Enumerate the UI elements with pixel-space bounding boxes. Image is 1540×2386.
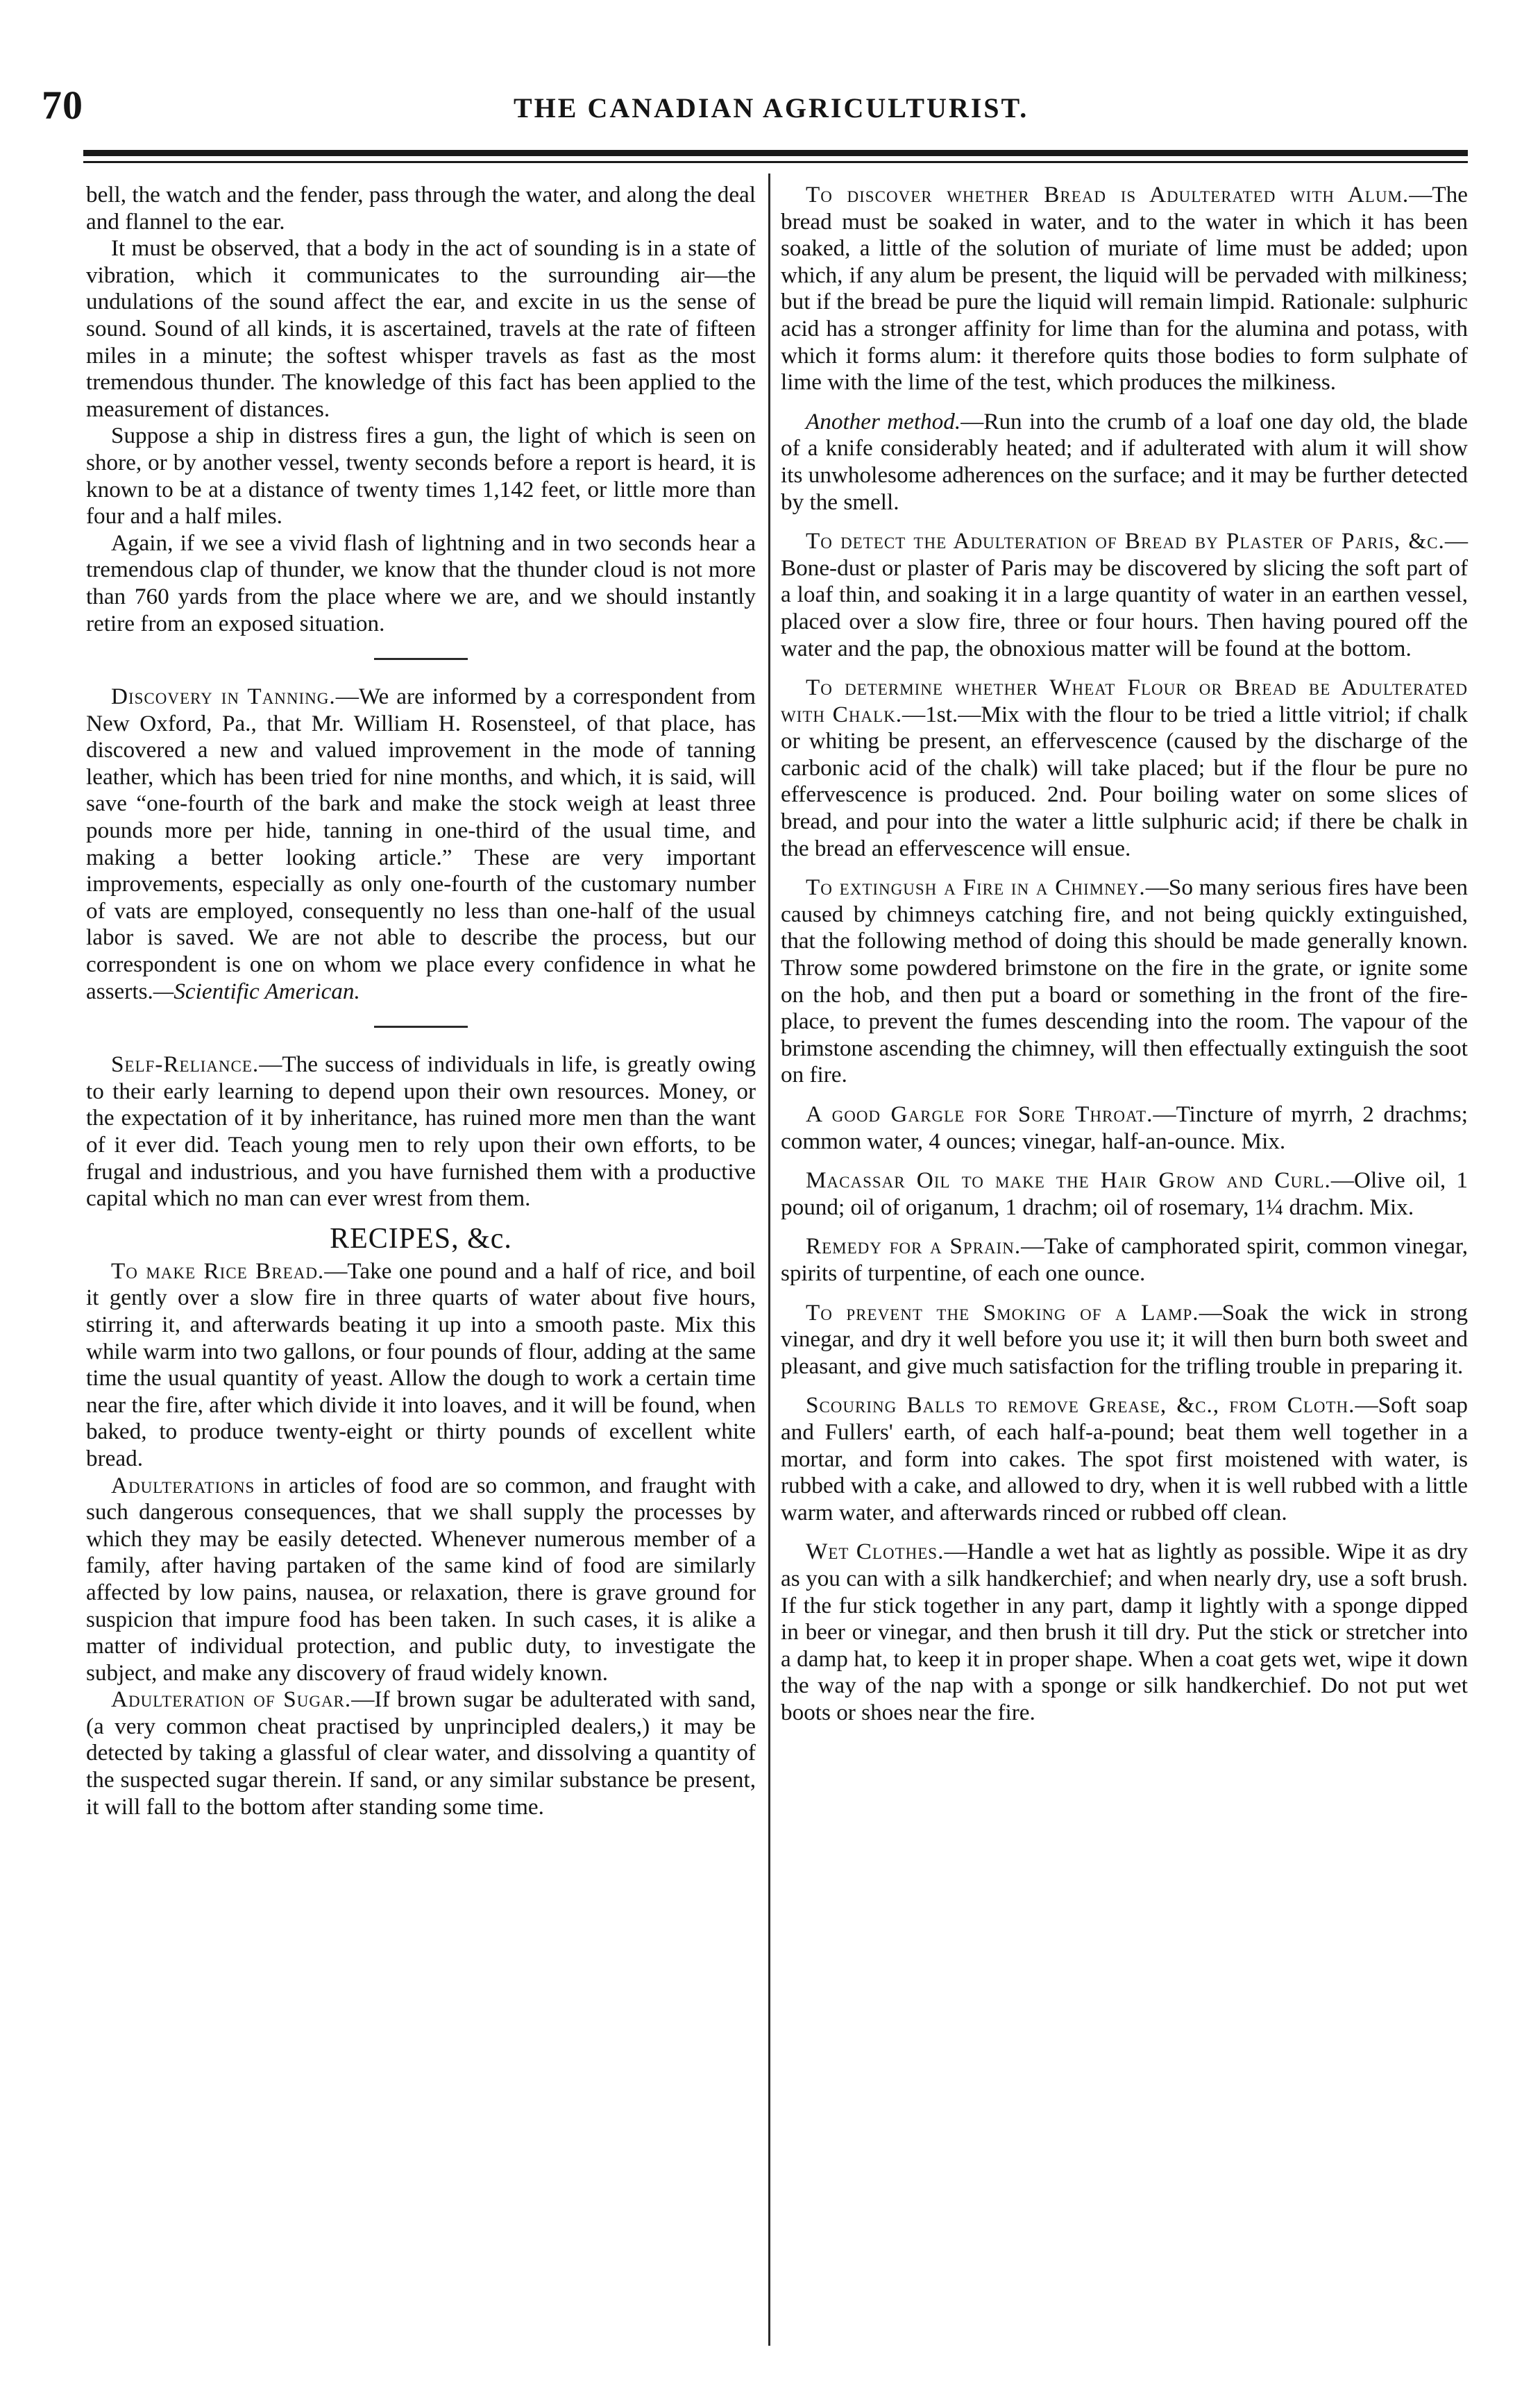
wet-clothes-heading: Wet Clothes.: [806, 1539, 945, 1565]
right-column: [781, 182, 1468, 1726]
header-rule-thin: [83, 161, 1468, 163]
tanning-source: —Scientific American.: [153, 978, 360, 1004]
sprain-body: —Take of camphorated spirit, common vinegar, spirits of turpentine, of each one ounce.: [781, 1233, 1468, 1286]
gargle-article: [781, 1101, 1468, 1155]
chimney-article: [781, 874, 1468, 1089]
tanning-heading: Discovery in Tanning.: [111, 684, 336, 710]
recipes-section-title: RECIPES, &c.: [330, 1222, 512, 1255]
self-reliance-body: —The success of individuals in life, is greatly owing to their early learning to depend upon their own resources. Money, or the expectation of it by inheritance, has ruined more men than the want of it ever did. Teach young men to rely upon their own efforts, to be frugal and industrious, and you have furnished them with a productive capital which no man can ever wrest from them.: [86, 1051, 756, 1212]
chimney-body: —So many serious fires have been caused by chimneys catching fire, and not being quickly extinguished, that the following method of doing this should be made generally known. Throw some powdered brimstone on the fire in the grate, or ignite some on the hob, and then put a board or something in the front of the fire-place, to prevent the fumes descending into the room. The vapour of the brimstone ascending the chimney, will then effectually extinguish the soot on fire.: [781, 874, 1468, 1088]
sound-vibration-paragraph: It must be observed, that a body in the act of sounding is in a state of vibration, which it communicates to the surrounding air—the undulations of the sound affect the ear, and excite in us the sense of sound. Sound of all kinds, it is ascertained, travels at the rate of fifteen miles in a minute; the softest whisper travels as fast as the most tremendous thunder. The knowledge of this fact has been applied to the measurement of distances.: [86, 235, 756, 422]
running-title: THE CANADIAN AGRICULTURIST.: [514, 92, 1029, 124]
self-reliance-article: [86, 1051, 756, 1212]
macassar-article: [781, 1167, 1468, 1221]
ship-gun-paragraph: Suppose a ship in distress fires a gun, the light of which is seen on shore, or by another vessel, twenty seconds before a report is heard, it is known to be at a distance of twenty times 1,142 feet, or little more than four and a half miles.: [86, 423, 756, 530]
scouring-article: [781, 1392, 1468, 1526]
another-method-body: —Run into the crumb of a loaf one day old, the blade of a knife considerably heated; and if adulterated with alum it will show its unwholesome adherences on the surface; and it may be further detected by the smell.: [781, 408, 1468, 515]
wet-clothes-body: —Handle a wet hat as lightly as possible. Wipe it as dry as you can with a silk handkerchief; and when nearly dry, use a soft brush. If the fur stick together in any part, damp it lightly with a sponge dipped in beer or vinegar, and then brush it till dry. Put the stick or stretcher into a damp hat, to keep it in proper shape. When a coat gets wet, wipe it down the way of the nap with a sponge or silk handkerchief. Do not put wet boots or shoes near the fire.: [781, 1539, 1469, 1725]
alum-body: —The bread must be soaked in water, and to the water in which it has been soaked, a little of the solution of muriate of lime must be added; upon which, if any alum be present, the liquid will be pervaded with milkiness; but if the bread be pure the liquid will remain limpid. Rationale: sulphuric acid has a stronger affinity for lime than for the alumina and potass, with which it forms alum: it therefore quits those bodies to form sulphate of lime with the lime of the test, which produces the milkiness.: [781, 182, 1468, 396]
page-number: 70: [42, 83, 83, 128]
plaster-heading: To detect the Adulteration of Bread by Plaster of Paris, &c.: [806, 528, 1445, 555]
sugar-heading: Adulteration of Sugar.: [111, 1686, 352, 1713]
section-separator: [374, 1026, 468, 1028]
lightning-paragraph: Again, if we see a vivid flash of lightning and in two seconds hear a tremendous clap of thunder, we know that the thunder cloud is not more than 760 yards from the place where we are, and we should instantly retire from an exposed situation.: [86, 530, 756, 636]
tanning-article: [86, 684, 756, 1005]
rice-bread-body: —Take one pound and a half of rice, and boil it gently over a slow fire in three quarts of water about five hours, stirring it, and afterwards beating it up into a smooth paste. Mix this while warm into two gallons, or four pounds of flour, adding at the same time the usual quantity of yeast. Allow the dough to work a certain time near the fire, after which divide it into loaves, and it will be found, when baked, to produce twenty-eight or thirty pounds of excellent white bread.: [86, 1258, 756, 1471]
chalk-body: —1st.—Mix with the flour to be tried a little vitriol; if chalk or whiting be present, an effervescence (caused by the discharge of the carbonic acid of the chalk) will take placed; but if the flour be pure no effervescence is produced. 2nd. Pour boiling water on some slices of bread, and pour into the water a little sulphuric acid; if there be chalk in the bread an effervescence will ensue.: [781, 701, 1468, 861]
tanning-body: —We are informed by a correspondent from New Oxford, Pa., that Mr. William H. Rosensteel, of that place, has discovered a new and valued improvement in the mode of tanning leather, which has been tried for nine months, and which, it is said, will save “one-fourth of the bark and make the stock weigh at least three pounds more per hide, tanning in one-third of the usual time, and making a better looking article.” These are very important improvements, especially as only one-fourth of the customary number of vats are employed, consequently no less than one-half of the usual labor is saved. We are not able to describe the process, but our correspondent is one on whom we place every confidence in what he asserts.: [86, 684, 756, 1004]
lamp-article: [781, 1300, 1468, 1380]
alum-heading: To discover whether Bread is Adulterated with Alum.: [806, 182, 1410, 208]
plaster-body: —Bone-dust or plaster of Paris may be discovered by slicing the soft part of a loaf thin, and soaking it in a large quantity of water in an earthen vessel, placed over a slow fire, three or four hours. Then having poured off the water and the pap, the obnoxious matter will be found at the bottom.: [781, 528, 1468, 661]
self-reliance-heading: Self-Reliance.: [111, 1051, 260, 1078]
alum-article: [781, 182, 1468, 396]
left-column: [86, 182, 756, 1820]
sugar-body: —If brown sugar be adulterated with sand, (a very common cheat practised by unprincipled dealers,) it may be detected by taking a glassful of clear water, and dissolving a quantity of the suspected sugar therein. If sand, or any similar substance be present, it will fall to the bottom after standing some time.: [86, 1686, 756, 1820]
adulterations-heading: Adulterations: [111, 1472, 255, 1498]
sugar-article: [86, 1686, 756, 1820]
chalk-article: [781, 675, 1468, 862]
another-method-heading: Another method.: [806, 408, 961, 434]
chalk-heading: To determine whether Wheat Flour or Bread be Adulterated with Chalk.: [781, 675, 1468, 727]
macassar-body: —Olive oil, 1 pound; oil of origanum, 1 drachm; oil of rosemary, 1¼ drachm. Mix.: [781, 1167, 1468, 1220]
adulterations-article: [86, 1473, 756, 1687]
scouring-heading: Scouring Balls to remove Grease, &c., from Cloth.: [806, 1392, 1355, 1419]
gargle-heading: A good Gargle for Sore Throat.: [806, 1101, 1153, 1127]
section-separator: [374, 658, 468, 660]
lamp-body: —Soak the wick in strong vinegar, and dry it well before you use it; it will then burn both sweet and pleasant, and give much satisfaction for the trifling trouble in preparing it.: [781, 1299, 1469, 1379]
gargle-body: —Tincture of myrrh, 2 drachms; common water, 4 ounces; vinegar, half-an-ounce. Mix.: [781, 1101, 1468, 1154]
chimney-heading: To extingush a Fire in a Chimney.: [806, 874, 1146, 901]
adulterations-body: in articles of food are so common, and fraught with such dangerous consequences, that we shall supply the processes by which they may be easily detected. Whenever numerous member of a family, after having partaken of the same kind of food are similarly affected by low pains, nausea, or relaxation, there is grave ground for suspicion that impure food has been taken. In such cases, it is alike a matter of individual protection, and public duty, to investigate the subject, and make any discovery of fraud widely known.: [86, 1472, 756, 1686]
sound-paragraph-continued: bell, the watch and the fender, pass through the water, and along the deal and flannel to the ear.: [86, 182, 756, 235]
page-header: [42, 82, 1471, 137]
wet-clothes-article: [781, 1539, 1468, 1726]
scouring-body: —Soft soap and Fullers' earth, of each half-a-pound; beat them well together in a mortar, and form into cakes. The spot first moistened with water, is rubbed with a cake, and allowed to dry, when it is well rubbed with a little warm water, and afterwards rinced or rubbed off clean.: [781, 1392, 1468, 1525]
column-divider: [768, 174, 770, 2346]
lamp-heading: To prevent the Smoking of a Lamp.: [806, 1299, 1199, 1326]
another-method-article: [781, 409, 1468, 516]
plaster-article: [781, 528, 1468, 662]
sprain-heading: Remedy for a Sprain.: [806, 1233, 1022, 1260]
header-rule-thick: [83, 150, 1468, 156]
sprain-article: [781, 1233, 1468, 1287]
macassar-heading: Macassar Oil to make the Hair Grow and Curl.: [806, 1167, 1331, 1194]
rice-bread-recipe: [86, 1258, 756, 1473]
rice-bread-heading: To make Rice Bread.: [111, 1258, 325, 1284]
